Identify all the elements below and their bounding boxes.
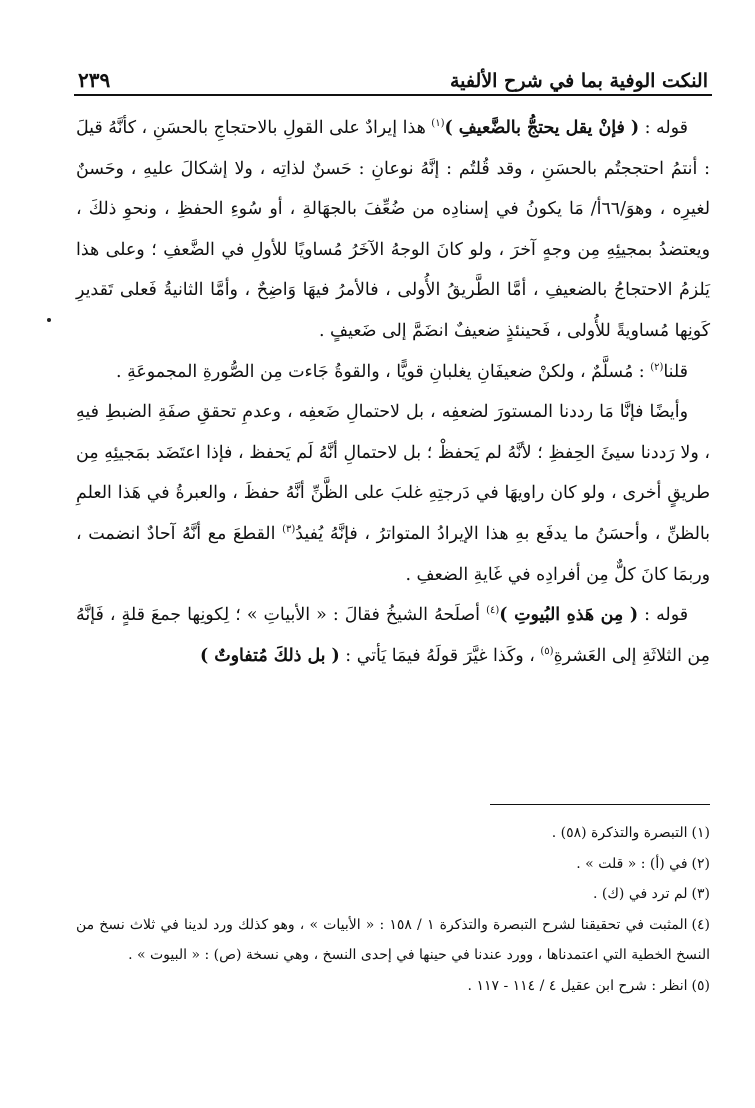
- paragraph-3-text-b: القطعَ مع أنَّهُ آحادٌ انضمت ، وربمَا كانَ كلٌّ مِن أفرادِه في غَايةِ الضعفِ .: [76, 523, 710, 585]
- footnote-5-text: انظر : شرح ابن عقيل ٤ / ١١٤ - ١١٧ .: [467, 977, 688, 994]
- footnote-4-text: المثبت في تحقيقنا لشرح التبصرة والتذكرة ١ / ١٥٨ : « الأبيات » ، وهو كذلك ورد لدينا في ثلاث نسخ من النسخ الخطية التي اعتمدناها ، وورد عندنا في حينها في إحدى النسخ ، وهي نسخة (ص) : « البيوت » .: [76, 916, 710, 963]
- footnote-ref-5[interactable]: (٥): [540, 645, 554, 657]
- quoted-verse-2: ( مِن هَذهِ البُيوتِ ): [499, 605, 639, 626]
- footnote-4: [76, 910, 710, 971]
- paragraph-4: [76, 595, 710, 676]
- footnote-1: [76, 818, 710, 849]
- footnote-ref-4[interactable]: (٤): [486, 605, 500, 617]
- footnote-3-num: (٣): [691, 886, 710, 902]
- footnote-2-text: في (أ) : « قلت » .: [576, 855, 688, 872]
- paragraph-1: [76, 108, 710, 352]
- page-number: ٢٣٩: [78, 68, 111, 92]
- footnote-ref-2[interactable]: (٢): [650, 361, 664, 373]
- quoted-verse-3: ( بل ذلكَ مُتفاوتٌ ): [199, 645, 340, 666]
- footnote-5-num: (٥): [691, 977, 710, 994]
- paragraph-1-text: هذا إيرادٌ على القولِ بالاحتجاجِ بالحسَنِ ، كأنَّهُ قيلَ : أنتمُ احتججتُم بالحسَنِ ، وقد قُلتُم : إنَّهُ نوعانِ : حَسنٌ لذاتِه ، ولا إشكالَ عليهِ ، وحَسنٌ لغيرِه ، وهوَ/٦٦أ/ مَا يكونُ في إسنادِه من ضُعِّفَ بالجهَالةِ ، أو سُوءِ الحفظِ ، ونحوِ ذلكَ ، ويعتضدُ بمجيئِهِ مِن وجهٍ آخرَ ، ولو كانَ الوجهُ الآخَرُ مُساويًا للأولِ في الضَّعفِ ؛ وعلى هذا يَلزمُ الاحتجاجُ بالضعيفِ ، أمَّا الطَّريقُ الأُولى ، فالأمرُ فيهَا وَاضِحٌ ، وأمَّا الثانيةُ فَعلى تَقديرِ كَونِها مُساويةً للأُولى ، فَحينئذٍ ضعيفٌ انضَمَّ إلى ضَعيفٍ .: [76, 118, 710, 341]
- running-header: [78, 58, 708, 92]
- paragraph-2-text: : مُسلَّمٌ ، ولكنْ ضعيفَانِ يغلبانِ قويًّا ، والقوةُ جَاءت مِن الصُّورةِ المجموعَةِ .: [116, 361, 651, 382]
- paragraph-3-text-a: وأيضًا فإنَّا مَا رددنا المستورَ لضعفِه ، بل لاحتمالِ ضَعفِه ، وعدمِ تحققِ صفَةِ الضبطِ فيهِ ، ولا رَددنا سيئَ الحِفظِ ؛ لأنَّهُ لم يَحفظْ ؛ بل لاحتمالِ أنَّهُ لَم يَحفظ ، فإذا اعتَضَد بمَجيئِهِ مِن طريقٍ أخرى ، ولو كان راويهَا في دَرجتِهِ غلبَ على الظَّنِّ أنَّهُ حفظَ ، والعبرةُ في هَذا العلمِ بالظنِّ ، وأحسَنُ ما يدفَع بهِ هذا الإيرادُ المتواترُ ، فإنَّهُ يُفيدُ: [76, 402, 711, 544]
- paragraph-2: [76, 352, 710, 393]
- paragraph-4-text-a: أصلَحهُ الشيخُ فقالَ : « الأبياتِ » ؛ لِكونِها جمعَ قلةٍ ، فَإنَّهُ مِن الثلاثَةِ إلى العَشرةِ: [76, 605, 710, 666]
- footnote-ref-3[interactable]: (٣): [282, 524, 296, 536]
- header-rule: [74, 94, 712, 96]
- footnote-1-num: (١): [691, 825, 710, 841]
- footnotes: [76, 818, 710, 1001]
- paragraph-1-lead: قوله :: [639, 118, 688, 138]
- footnote-5: [76, 971, 710, 1002]
- margin-mark: [47, 318, 51, 322]
- footnote-1-text: التبصرة والتذكرة (٥٨) .: [551, 825, 688, 841]
- footnote-3-text: لم ترد في (ك) .: [593, 886, 688, 902]
- quoted-verse-1: ( فإنْ يقل يحتجُّ بالضَّعيفِ ): [444, 118, 640, 138]
- footnote-2-num: (٢): [691, 855, 710, 872]
- footnote-3: [76, 879, 710, 910]
- paragraph-3: [76, 392, 710, 595]
- header-title: النكت الوفية بما في شرح الألفية: [450, 70, 708, 92]
- footnote-4-num: (٤): [691, 916, 710, 933]
- footnote-ref-1[interactable]: (١): [431, 118, 445, 130]
- paragraph-4-text-b: ، وكَذا غيَّرَ قولَهُ فيمَا يَأتي :: [339, 645, 541, 666]
- paragraph-4-lead: قوله :: [638, 605, 689, 626]
- paragraph-2-lead: قلنا: [663, 361, 688, 382]
- main-text: [76, 108, 710, 676]
- footnote-2: [76, 849, 710, 880]
- footnote-rule: [490, 804, 710, 805]
